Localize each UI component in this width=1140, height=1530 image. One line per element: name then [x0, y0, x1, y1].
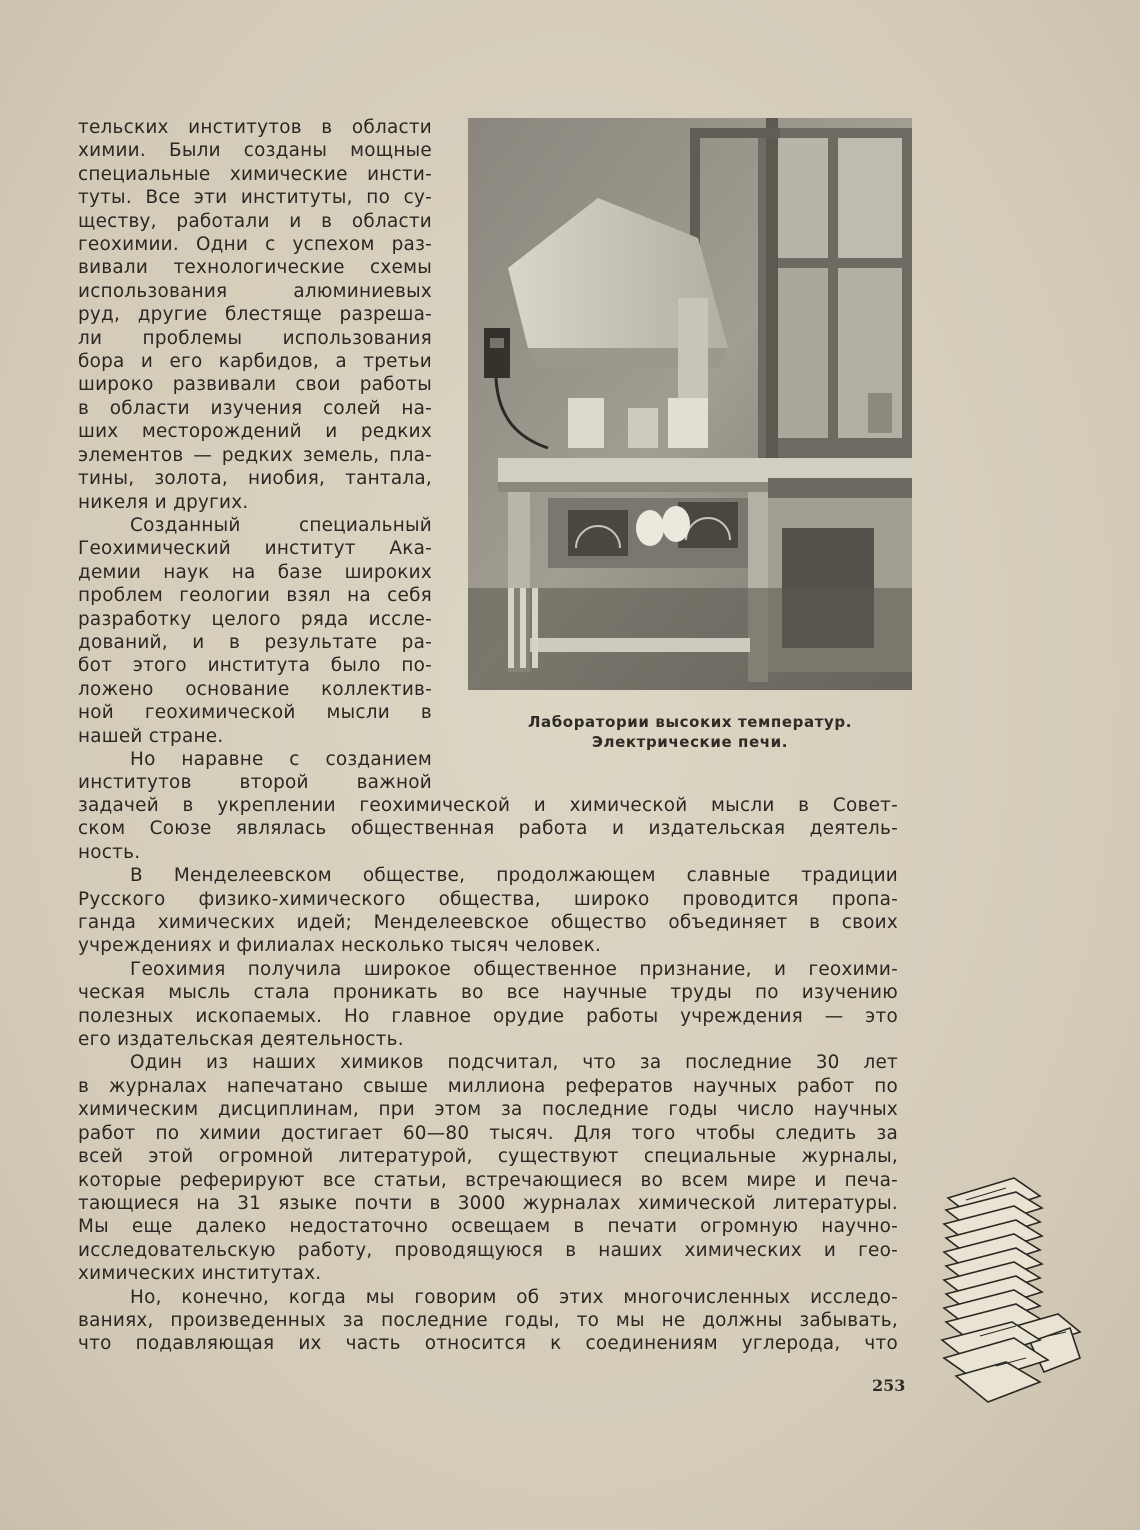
text-line: Один из наших химиков подсчитал, что за последние 30 лет [130, 1052, 898, 1074]
laboratory-photo [468, 118, 912, 690]
left-column-text [78, 116, 432, 795]
text-line: ной геохимической мысли в [78, 702, 432, 724]
text-line: ность. [78, 841, 141, 863]
text-line: задачей в укреплении геохимической и химической мысли в Совет- [78, 795, 898, 816]
text-line: ческая мысль стала проникать во все научные труды по изучению [78, 982, 898, 1004]
text-line: тины, золота, ниобия, тантала, [78, 468, 432, 490]
text-line: бора и его карбидов, а третьи [78, 351, 432, 373]
text-line: ваниях, произведенных за последние годы, то мы не должны забывать, [78, 1309, 898, 1331]
text-line: тающиеся на 31 языке почти в 3000 журналах химической литературы. [78, 1192, 898, 1214]
text-line: его издательская деятельность. [78, 1029, 404, 1051]
text-line: Но, конечно, когда мы говорим об этих многочисленных исследо- [130, 1286, 898, 1308]
text-line: Мы еще далеко недостаточно освещаем в печати огромную научно- [78, 1216, 898, 1238]
text-line: исследовательскую работу, проводящуюся в наших химических и гео- [78, 1239, 898, 1261]
text-line: в области изучения солей на- [78, 397, 432, 419]
text-line: никеля и других. [78, 491, 249, 513]
journal-stack-illustration [936, 1176, 1086, 1410]
text-line: демии наук на базе широких [78, 561, 432, 583]
text-line: работ по химии достигает 60—80 тысяч. Для того чтобы следить за [78, 1122, 898, 1144]
text-line: химических институтах. [78, 1263, 322, 1285]
text-line: разработку целого ряда иссле- [78, 608, 432, 630]
text-line: что подавляющая их часть относится к соединениям углерода, что [78, 1333, 898, 1355]
text-line: Геохимия получила широкое общественное признание, и геохими- [130, 958, 898, 980]
text-line: туты. Все эти институты, по су- [78, 187, 432, 209]
text-line: элементов — редких земель, пла- [78, 444, 432, 466]
text-line: вивали технологические схемы [78, 257, 432, 279]
text-line: руд, другие блестяще разреша- [78, 304, 432, 326]
text-line: ганда химических идей; Менделеевское общество объединяет в своих [78, 912, 898, 934]
text-line: проблем геологии взял на себя [78, 585, 432, 607]
text-line: Созданный специальный [130, 514, 432, 536]
caption-line: Лаборатории высоких температур. [527, 713, 853, 731]
text-line: В Менделеевском обществе, продолжающем славные традиции [130, 865, 898, 887]
text-line: всей этой огромной литературой, существуют специальные журналы, [78, 1146, 898, 1168]
full-width-text [78, 794, 898, 1356]
text-line: дований, и в результате ра- [78, 631, 432, 653]
page-number: 253 [872, 1376, 906, 1395]
text-line: использования алюминиевых [78, 280, 432, 302]
text-line: учреждениях и филиалах несколько тысяч человек. [78, 935, 602, 957]
text-line: полезных ископаемых. Но главное орудие работы учреждения — это [78, 1005, 898, 1027]
text-line: институтов второй важной [78, 772, 432, 794]
text-line: ли проблемы использования [78, 327, 432, 349]
stack-of-journals-icon [936, 1176, 1086, 1406]
text-line: ском Союзе являлась общественная работа и издательская деятель- [78, 818, 898, 840]
text-line: ществу, работали и в области [78, 210, 432, 232]
text-line: Русского физико-химического общества, широко проводится пропа- [78, 888, 898, 910]
laboratory-furnace-photo-icon [468, 118, 912, 690]
text-line: тельских институтов в области [78, 117, 432, 138]
text-line: в журналах напечатано свыше миллиона рефератов научных работ по [78, 1075, 898, 1097]
caption-line: Электрические печи. [591, 733, 789, 751]
text-line: Геохимический институт Ака- [78, 538, 432, 560]
text-line: бот этого института было по- [78, 655, 432, 677]
text-line: нашей стране. [78, 725, 224, 747]
text-line: геохимии. Одни с успехом раз- [78, 234, 432, 256]
text-line: широко развивали свои работы [78, 374, 432, 396]
text-line: химии. Были созданы мощные [78, 140, 432, 162]
text-line: Но наравне с созданием [130, 748, 432, 770]
text-line: специальные химические инсти- [78, 163, 432, 185]
text-line: которые реферируют все статьи, встречающиеся во всем мире и печа- [78, 1169, 898, 1191]
text-line: ших месторождений и редких [78, 421, 432, 443]
text-line: химическим дисциплинам, при этом за последние годы число научных [78, 1099, 898, 1121]
text-line: ложено основание коллектив- [78, 678, 432, 700]
figure-caption [468, 712, 912, 752]
